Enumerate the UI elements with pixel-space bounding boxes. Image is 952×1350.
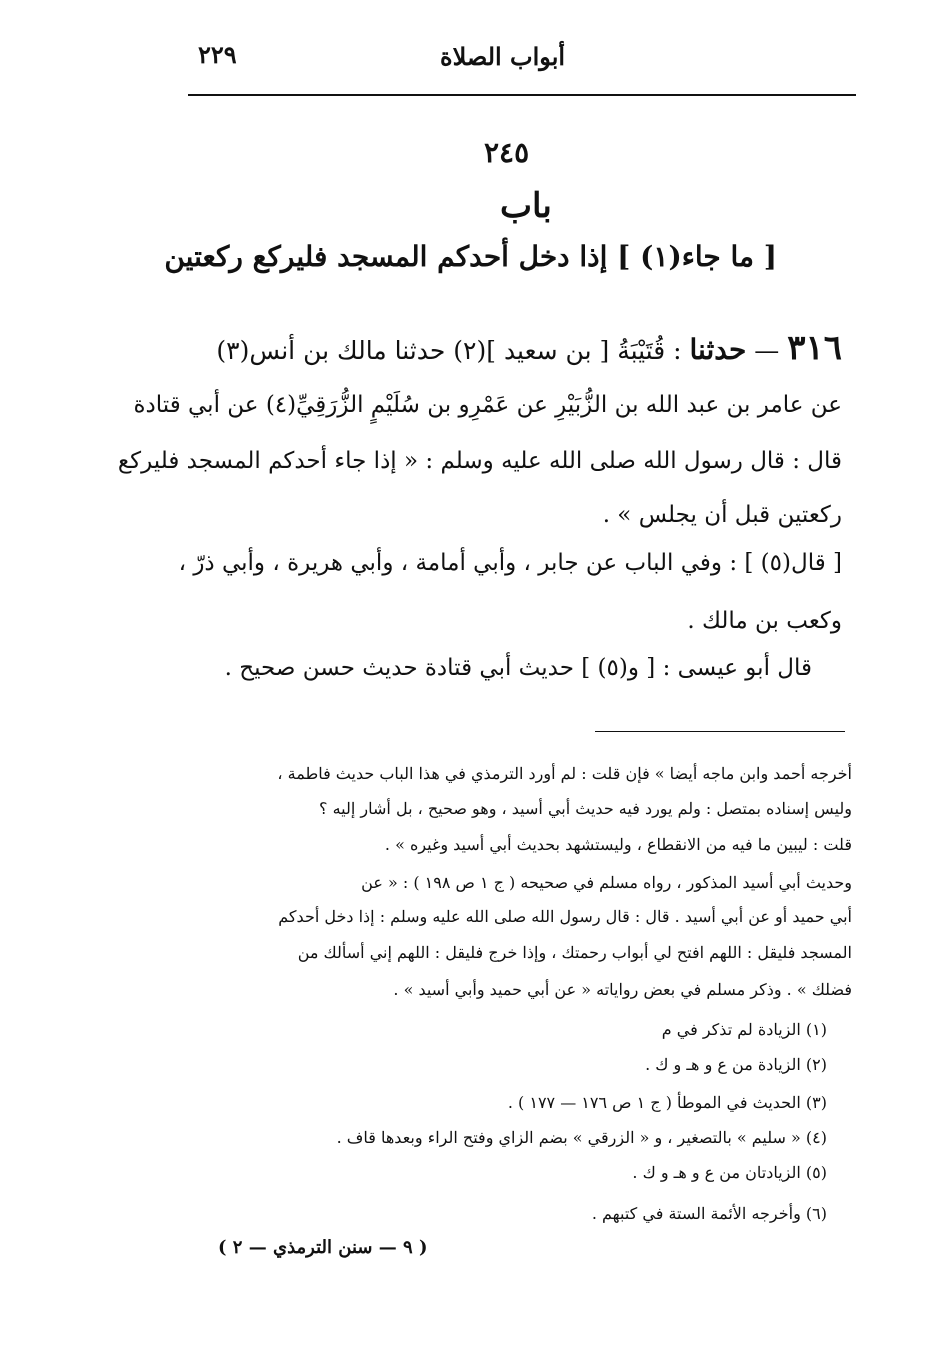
footnote-5: (٥) الزيادتان من ع و هـ و ك . — [632, 1163, 827, 1182]
hadith-line-2: عن عامر بن عبد الله بن الزُّبَيْرِ عن عَمْرِو بن سُلَيْمٍ الزُّرَقِيِّ(٤) عن أبي قتادة — [133, 392, 842, 418]
footnote-3: (٣) الحديث في الموطأ ( ج ١ ص ١٧٦ — ١٧٧ ) . — [507, 1093, 827, 1112]
footnote-1: (١) الزيادة لم تذكر في م — [661, 1020, 827, 1039]
hadith-line-7: قال أبو عيسى : [ و(٥) ] حديث أبي قتادة حديث حسن صحيح . — [224, 655, 812, 681]
footnote-4: (٤) « سليم » بالتصغير ، و « الزرقي » بضم الزاي وفتح الراء وبعدها قاف . — [336, 1128, 827, 1147]
commentary-line: فضلك » . وذكر مسلم في بعض رواياته « عن أبي حميد وأبي أسيد » . — [393, 980, 852, 999]
hadith-number: ٣١٦ — [787, 328, 842, 368]
commentary-line: وحديث أبي أسيد المذكور ، رواه مسلم في صحيحه ( ج ١ ص ١٩٨ ) : « عن — [361, 873, 852, 892]
commentary-line: قلت : ليبين ما فيه من الانقطاع ، وليستشهد بحديث أبي أسيد وغيره » . — [384, 835, 852, 854]
footnote-2: (٢) الزيادة من ع و هـ و ك . — [645, 1055, 827, 1074]
commentary-line: المسجد فليقل : اللهم افتح لي أبواب رحمتك ، وإذا خرج فليقل : اللهم إني أسألك من — [297, 943, 852, 962]
hadith-opening-word: حدثنا — [689, 333, 747, 366]
hadith-line-1-rest: : قُتَيْبَةُ [ بن سعيد ](٢) حدثنا مالك بن أنس(٣) — [216, 336, 682, 365]
header-rule — [188, 94, 856, 96]
commentary-line: أبي حميد أو عن أبي أسيد . قال : قال رسول الله صلى الله عليه وسلم : إذا دخل أحدكم — [278, 907, 852, 926]
printer-signature: ( ٩ — سنن الترمذي — ٢ ) — [218, 1237, 428, 1258]
chapter-subtitle: [ ما جاء(١) ] إذا دخل أحدكم المسجد فليركع ركعتين — [164, 240, 777, 273]
footnote-6: (٦) وأخرجه الأئمة الستة في كتبهم . — [591, 1204, 827, 1223]
chapter-number: ٢٤٥ — [484, 136, 530, 169]
chapter-title: باب — [500, 186, 552, 226]
hadith-line-5: [ قال(٥) ] : وفي الباب عن جابر ، وأبي أمامة ، وأبي هريرة ، وأبي ذرّ ، — [178, 550, 842, 576]
hadith-line-6: وكعب بن مالك . — [687, 608, 842, 634]
hadith-line-1 — [216, 328, 842, 368]
commentary-line: أخرجه أحمد وابن ماجه أيضا » فإن قلت : لم أورد الترمذي في هذا الباب حديث فاطمة ، — [277, 764, 852, 783]
running-title: أبواب الصلاة — [440, 42, 566, 71]
page-number: ٢٢٩ — [198, 40, 237, 69]
hadith-dash: — — [754, 336, 780, 365]
hadith-line-3: قال : قال رسول الله صلى الله عليه وسلم : « إذا جاء أحدكم المسجد فليركع — [117, 448, 842, 474]
hadith-line-4: ركعتين قبل أن يجلس » . — [602, 502, 842, 528]
footnote-rule — [595, 731, 845, 732]
commentary-line: وليس إسناده بمتصل : ولم يورد فيه حديث أبي أسيد ، وهو صحيح ، بل أشار إليه ؟ — [319, 799, 852, 818]
